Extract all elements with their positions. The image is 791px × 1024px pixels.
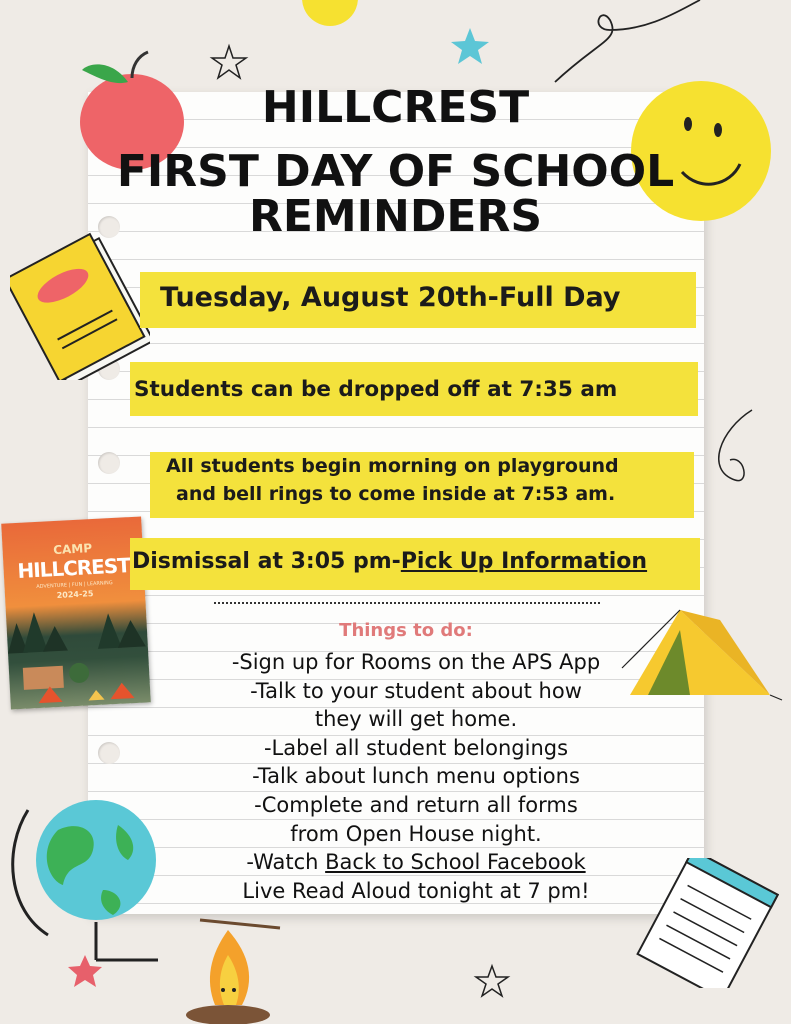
dismissal-line [132, 549, 647, 574]
date-line: Tuesday, August 20th-Full Day [160, 282, 621, 313]
todo-list [150, 648, 682, 905]
teal-star-icon [451, 28, 489, 64]
title-reminders: REMINDERS [248, 191, 543, 242]
poster-forest-scene [6, 601, 151, 709]
poster-year: 2024-25 [56, 589, 94, 600]
todo-item: -Talk about lunch menu options [252, 764, 580, 789]
title-hillcrest: HILLCREST [261, 82, 530, 133]
title-first-day: FIRST DAY OF SCHOOL [116, 146, 675, 197]
todo-item: -Talk to your student about how [250, 678, 582, 703]
poster-name: HILLCREST [16, 553, 131, 583]
todo-item: they will get home. [314, 707, 518, 732]
back-to-school-facebook-link[interactable]: Back to School Facebook [325, 850, 586, 875]
watch-text: -Watch [246, 850, 326, 875]
poster-tagline: ADVENTURE | FUN | LEARNING [36, 580, 113, 591]
dropoff-line: Students can be dropped off at 7:35 am [134, 377, 618, 402]
poster-camp-label: CAMP [52, 541, 93, 558]
star-outline-icon [212, 46, 246, 78]
playground-line-2: and bell rings to come inside at 7:53 am. [176, 483, 616, 505]
swirl-right-icon [719, 410, 752, 481]
globe-icon [8, 790, 168, 990]
swirl-icon [555, 0, 700, 82]
todo-item: from Open House night. [290, 821, 542, 846]
todo-item-watch [150, 848, 682, 877]
star-outline-bottom-icon [476, 966, 508, 996]
dismissal-text: Dismissal at 3:05 pm- [132, 549, 401, 574]
campfire-icon [180, 900, 290, 1024]
things-to-do-heading: Things to do: [339, 620, 473, 641]
dotted-divider [214, 602, 600, 604]
todo-item: -Complete and return all forms [254, 792, 578, 817]
pick-up-information-link[interactable]: Pick Up Information [400, 549, 648, 574]
todo-item: Live Read Aloud tonight at 7 pm! [242, 878, 590, 903]
book-icon [10, 225, 150, 380]
camp-hillcrest-poster [1, 516, 151, 709]
playground-line-1: All students begin morning on playground [166, 455, 619, 477]
todo-item: -Sign up for Rooms on the APS App [231, 650, 601, 674]
todo-item: -Label all student belongings [263, 735, 569, 760]
